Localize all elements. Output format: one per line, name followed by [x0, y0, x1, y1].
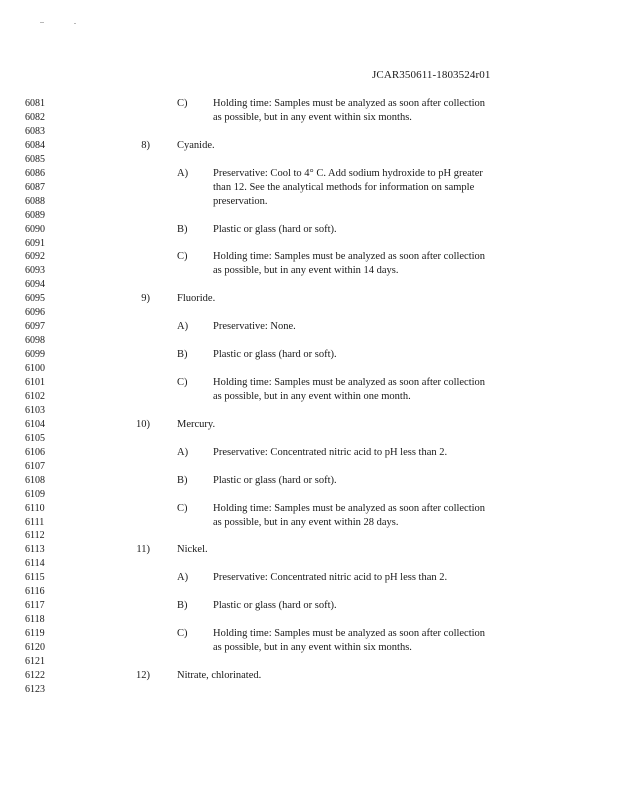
document-line: [0, 362, 618, 376]
line-text: preservation.: [213, 195, 268, 207]
subsection-label: B): [177, 349, 188, 361]
document-line: [0, 404, 618, 418]
section-number: 12): [136, 669, 150, 681]
document-line: [0, 641, 618, 655]
subsection-label: C): [177, 251, 188, 263]
line-number: 6117: [25, 600, 45, 612]
document-line: [0, 683, 618, 697]
subsection-label: C): [177, 98, 188, 109]
line-text: Preservative: None.: [213, 321, 296, 333]
line-number: 6098: [25, 335, 45, 347]
line-text: Preservative: Concentrated nitric acid to pH less than 2.: [213, 446, 448, 458]
line-number: 6081: [25, 98, 45, 109]
document-line: [0, 599, 618, 613]
line-number: 6122: [25, 669, 45, 681]
line-text: as possible, but in any event within one month.: [213, 390, 411, 402]
subsection-label: A): [177, 572, 189, 584]
scan-mark: [74, 23, 76, 24]
document-line: [0, 139, 618, 153]
line-number: 6106: [25, 446, 45, 458]
section-heading: Fluoride.: [177, 293, 216, 305]
line-number: 6091: [25, 237, 45, 249]
subsection-label: C): [177, 502, 188, 514]
section-number: 9): [141, 293, 150, 305]
subsection-label: A): [177, 167, 189, 179]
subsection-label: B): [177, 223, 188, 235]
document-line: [0, 418, 618, 432]
document-line: [0, 334, 618, 348]
line-number: 6109: [25, 488, 45, 500]
document-line: [0, 655, 618, 669]
document-line: [0, 446, 618, 460]
document-line: [0, 376, 618, 390]
section-number: 8): [141, 139, 150, 151]
line-text: Preservative: Concentrated nitric acid to pH less than 2.: [213, 572, 448, 584]
line-text: Plastic or glass (hard or soft).: [213, 349, 337, 361]
line-number: 6119: [25, 628, 45, 640]
line-text: Holding time: Samples must be analyzed as soon after collection: [213, 377, 486, 388]
document-line: [0, 613, 618, 627]
line-number: 6097: [25, 321, 45, 333]
line-number: 6112: [25, 530, 45, 542]
subsection-label: B): [177, 474, 188, 486]
line-text: Preservative: Cool to 4° C. Add sodium hydroxide to pH greater: [213, 167, 483, 179]
line-text: Plastic or glass (hard or soft).: [213, 474, 337, 486]
document-line: [0, 250, 618, 264]
line-number: 6102: [25, 390, 45, 402]
line-text: than 12. See the analytical methods for information on sample: [213, 181, 475, 193]
subsection-label: B): [177, 600, 188, 612]
document-line: [0, 557, 618, 571]
line-text: as possible, but in any event within 14 days.: [213, 265, 399, 277]
line-number: 6095: [25, 293, 45, 305]
scan-mark: [40, 22, 44, 23]
document-line: [0, 571, 618, 585]
document-line: [0, 97, 618, 111]
document-line: [0, 529, 618, 543]
document-line: [0, 153, 618, 167]
line-number: 6116: [25, 586, 45, 598]
line-number: 6100: [25, 363, 45, 375]
line-text: as possible, but in any event within six months.: [213, 111, 412, 123]
line-number: 6121: [25, 656, 45, 667]
section-heading: Nitrate, chlorinated.: [177, 669, 262, 681]
line-number: 6101: [25, 377, 45, 388]
document-line: [0, 125, 618, 139]
line-number: 6082: [25, 111, 45, 123]
line-number: 6105: [25, 432, 45, 444]
document-line: [0, 460, 618, 474]
document-line: [0, 181, 618, 195]
line-number: 6088: [25, 195, 45, 207]
document-line: [0, 669, 618, 683]
document-line: [0, 516, 618, 530]
line-number: 6092: [25, 251, 45, 263]
document-line: [0, 585, 618, 599]
line-number: 6104: [25, 418, 45, 430]
subsection-label: A): [177, 446, 189, 458]
document-line: [0, 348, 618, 362]
document-line: [0, 237, 618, 251]
document-line: [0, 278, 618, 292]
document-line: [0, 474, 618, 488]
document-id: JCAR350611-1803524r01: [372, 69, 491, 81]
document-line: [0, 627, 618, 641]
line-number: 6094: [25, 279, 45, 291]
document-line: [0, 111, 618, 125]
line-number: 6089: [25, 209, 45, 221]
line-text: Holding time: Samples must be analyzed as soon after collection: [213, 251, 486, 263]
line-text: as possible, but in any event within six months.: [213, 642, 412, 654]
document-line: [0, 223, 618, 237]
subsection-label: A): [177, 321, 189, 333]
document-line: [0, 390, 618, 404]
line-number: 6110: [25, 502, 45, 514]
line-number: 6085: [25, 153, 45, 165]
line-number: 6118: [25, 614, 45, 626]
document-line: [0, 488, 618, 502]
line-number: 6107: [25, 460, 45, 472]
subsection-label: C): [177, 628, 188, 640]
document-line: [0, 320, 618, 334]
document-line: [0, 432, 618, 446]
line-text: as possible, but in any event within 28 days.: [213, 516, 399, 528]
section-heading: Cyanide.: [177, 139, 215, 151]
line-text: Holding time: Samples must be analyzed as soon after collection: [213, 98, 486, 109]
line-number: 6096: [25, 307, 45, 319]
document-line: [0, 195, 618, 209]
section-heading: Nickel.: [177, 544, 208, 556]
line-number: 6099: [25, 349, 45, 361]
document-line: [0, 292, 618, 306]
line-number: 6114: [25, 558, 45, 570]
document-line: [0, 209, 618, 223]
line-text: Holding time: Samples must be analyzed as soon after collection: [213, 628, 486, 640]
line-number: 6084: [25, 139, 45, 151]
line-number: 6087: [25, 181, 45, 193]
line-number: 6086: [25, 167, 45, 179]
line-text: Holding time: Samples must be analyzed as soon after collection: [213, 502, 486, 514]
line-text: Plastic or glass (hard or soft).: [213, 600, 337, 612]
line-text: Plastic or glass (hard or soft).: [213, 223, 337, 235]
line-number: 6111: [25, 516, 45, 528]
line-number: 6123: [25, 683, 45, 695]
section-number: 11): [136, 544, 150, 556]
document-line: [0, 167, 618, 181]
subsection-label: C): [177, 377, 188, 388]
section-number: 10): [136, 418, 150, 430]
document-line: [0, 264, 618, 278]
line-number: 6115: [25, 572, 45, 584]
document-line: [0, 306, 618, 320]
document-line: [0, 502, 618, 516]
line-number: 6120: [25, 642, 45, 654]
document-line: [0, 543, 618, 557]
line-number: 6113: [25, 544, 45, 556]
line-number: 6083: [25, 125, 45, 137]
line-number: 6103: [25, 404, 45, 416]
line-number: 6090: [25, 223, 45, 235]
line-number: 6093: [25, 265, 45, 277]
line-number: 6108: [25, 474, 45, 486]
section-heading: Mercury.: [177, 418, 216, 430]
